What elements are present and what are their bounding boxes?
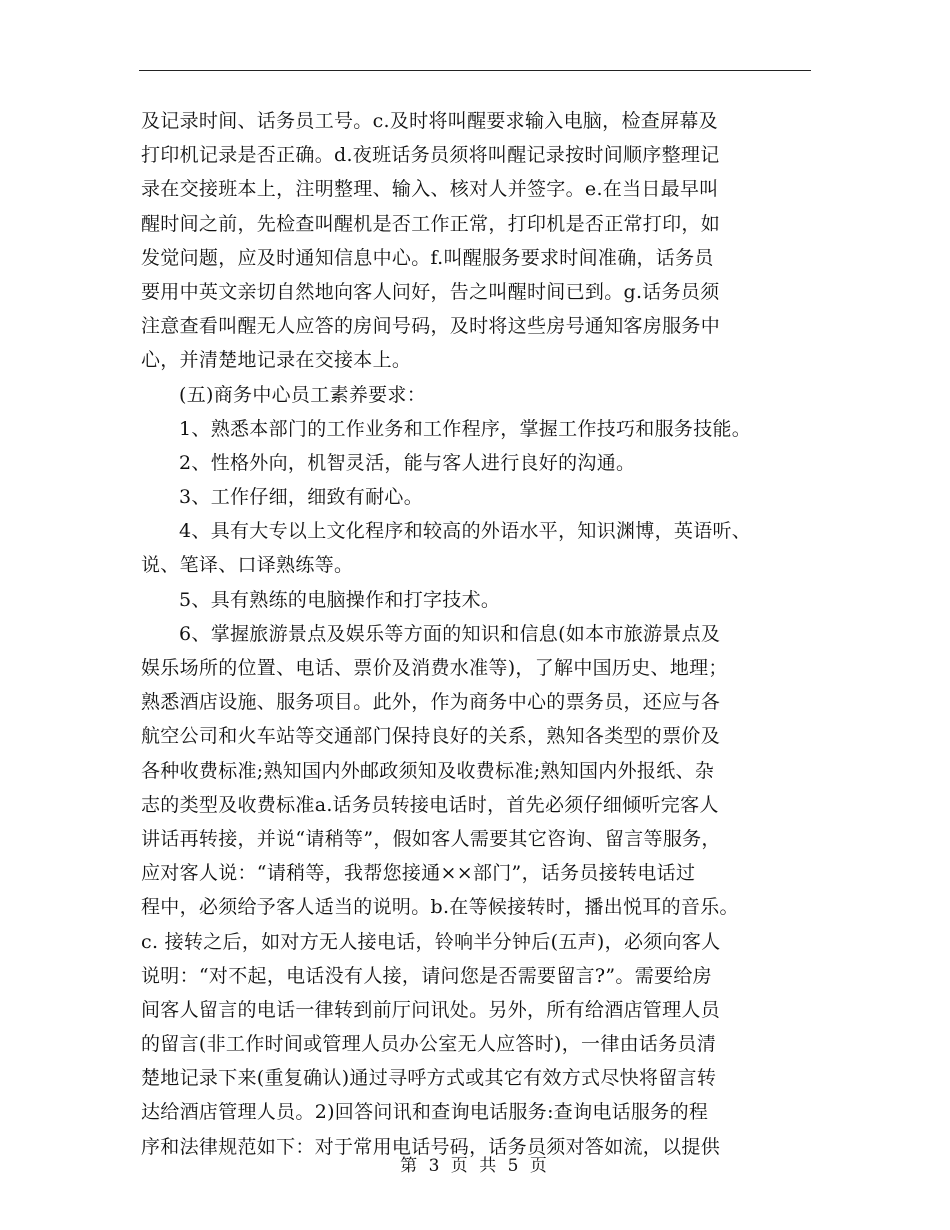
- text-line: 发觉问题，应及时通知信息中心。f.叫醒服务要求时间准确，话务员: [141, 246, 714, 269]
- text-line: 录在交接班本上，注明整理、输入、核对人并签字。e.在当日最早叫: [141, 178, 719, 201]
- text-line: 各种收费标准;熟知国内外邮政须知及收费标准;熟知国内外报纸、杂: [141, 759, 715, 782]
- text-line: 航空公司和火车站等交通部门保持良好的关系，熟知各类型的票价及: [141, 725, 721, 748]
- text-line: 5、具有熟练的电脑操作和打字技术。: [179, 588, 501, 611]
- text-line: 醒时间之前，先检查叫醒机是否工作正常，打印机是否正常打印，如: [141, 212, 721, 235]
- text-line: 及记录时间、话务员工号。c.及时将叫醒要求输入电脑，检查屏幕及: [141, 110, 718, 132]
- text-line: 2、性格外向，机智灵活，能与客人进行良好的沟通。: [179, 451, 636, 474]
- text-line: c. 接转之后，如对方无人接电话，铃响半分钟后(五声)，必须向客人: [141, 930, 721, 953]
- text-line: (五)商务中心员工素养要求：: [179, 383, 427, 406]
- text-line: 4、具有大专以上文化程序和较高的外语水平，知识渊博，英语听、: [179, 520, 752, 543]
- text-line: 熟悉酒店设施、服务项目。此外，作为商务中心的票务员，还应与各: [141, 691, 721, 714]
- text-line: 打印机记录是否正确。d.夜班话务员须将叫醒记录按时间顺序整理记: [141, 144, 720, 167]
- page-footer: 第 3 页 共 5 页: [400, 1156, 550, 1176]
- text-line: 注意查看叫醒无人应答的房间号码，及时将这些房号通知客房服务中: [141, 315, 721, 338]
- text-line: 3、工作仔细，细致有耐心。: [179, 486, 423, 509]
- text-line: 1、熟悉本部门的工作业务和工作程序，掌握工作技巧和服务技能。: [179, 417, 752, 440]
- text-line: 娱乐场所的位置、电话、票价及消费水准等)，了解中国历史、地理；: [141, 657, 728, 679]
- text-line: 应对客人说：“请稍等，我帮您接通××部门”，话务员接转电话过: [141, 862, 696, 885]
- text-line: 6、掌握旅游景点及娱乐等方面的知识和信息(如本市旅游景点及: [179, 622, 721, 645]
- text-line: 说明：“对不起，电话没有人接，请问您是否需要留言?”。需要给房: [141, 964, 712, 987]
- text-line: 程中，必须给予客人适当的说明。b.在等候接转时，播出悦耳的音乐。: [141, 896, 739, 919]
- text-line: 讲话再转接，并说“请稍等”，假如客人需要其它咨询、留言等服务，: [141, 827, 721, 850]
- text-line: 心，并清楚地记录在交接本上。: [141, 349, 412, 372]
- text-line: 序和法律规范如下：对于常用电话号码，话务员须对答如流，以提供: [141, 1135, 721, 1158]
- text-line: 间客人留言的电话一律转到前厅问讯处。另外，所有给酒店管理人员: [141, 998, 721, 1021]
- text-line: 楚地记录下来(重复确认)通过寻呼方式或其它有效方式尽快将留言转: [141, 1067, 717, 1090]
- text-line: 要用中英文亲切自然地向客人问好，告之叫醒时间已到。g.话务员须: [141, 280, 720, 303]
- text-line: 说、笔译、口译熟练等。: [141, 554, 354, 577]
- text-line: 志的类型及收费标准a.话务员转接电话时，首先必须仔细倾听完客人: [141, 793, 719, 816]
- text-line: 达给酒店管理人员。2)回答问讯和查询电话服务:查询电话服务的程: [141, 1101, 709, 1124]
- text-line: 的留言(非工作时间或管理人员办公室无人应答时)，一律由话务员清: [141, 1033, 717, 1056]
- document-body: [141, 104, 841, 1164]
- header-rule: [139, 70, 811, 71]
